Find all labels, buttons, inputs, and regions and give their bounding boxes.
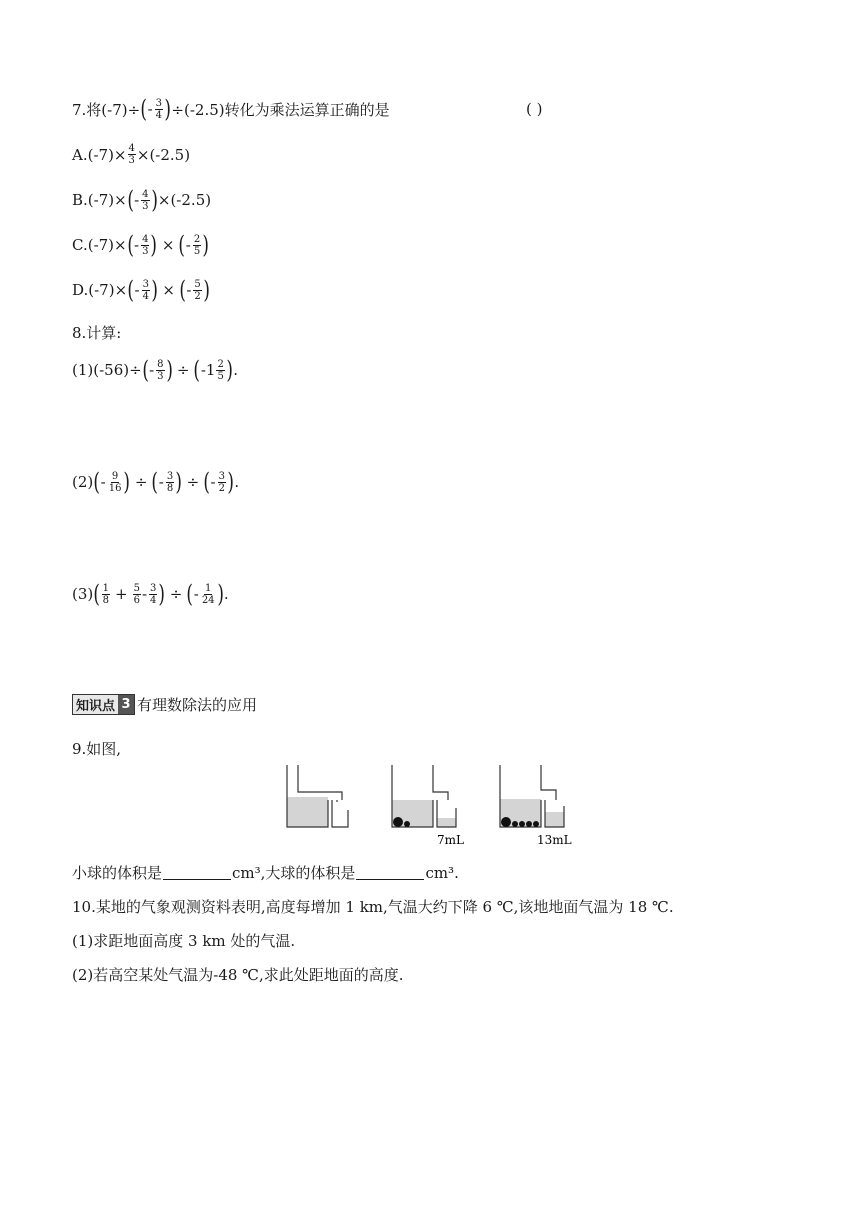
q7-fraction: $\frac{3}{4}$ bbox=[155, 97, 163, 121]
knowledge-point-badge: 知识点 3 bbox=[72, 694, 135, 715]
q7-prefix: 7.将(-7)÷ bbox=[72, 100, 141, 119]
q10-part-1: (1)求距地面高度 3 km 处的气温. bbox=[72, 932, 296, 950]
q7-stem: 7.将(-7)÷ ( - $\frac{3}{4}$ ) ÷(-2.5)转化为乘法运算正确的是 bbox=[72, 95, 390, 123]
q7-answer-paren: ( ) bbox=[526, 100, 543, 118]
q7-option-d: D.(-7)× ( - $\frac{3}{4}$ ) × ( - $\frac{5}{2}$ ) bbox=[72, 276, 210, 304]
label-7ml: 7mL bbox=[437, 833, 464, 847]
q8-title: 8.计算: bbox=[72, 324, 122, 342]
q8-part-3: (3) ( $\frac{1}{8}$ + $\frac{5}{6}$ - $\frac{3}{4}$ ) ÷ ( - $\frac{1}{24}$ ) . bbox=[72, 580, 229, 608]
q8-part-2: (2) ( - $\frac{9}{16}$ ) ÷ ( - $\frac{3}{8}$ ) ÷ ( - $\frac{3}{2}$ ) . bbox=[72, 468, 240, 496]
q10-stem: 10.某地的气象观测资料表明,高度每增加 1 km,气温大约下降 6 ℃,该地地面气温为 18 ℃. bbox=[72, 898, 674, 916]
q9-title: 9.如图, bbox=[72, 740, 122, 758]
section-header bbox=[72, 694, 257, 715]
q7-option-a: A.(-7)× $\frac{4}{3}$ ×(-2.5) bbox=[72, 143, 191, 166]
section-title: 有理数除法的应用 bbox=[137, 696, 258, 714]
q8-part-1: (1)(-56)÷ ( - $\frac{8}{3}$ ) ÷ ( -1 $\frac{2}{5}$ ) . bbox=[72, 356, 238, 384]
q7-option-c: C.(-7)× ( - $\frac{4}{3}$ ) × ( - $\frac{2}{5}$ ) bbox=[72, 231, 210, 259]
beaker-set-2 bbox=[392, 765, 456, 827]
beaker-set-1 bbox=[287, 765, 348, 827]
small-ball-volume-blank[interactable] bbox=[163, 865, 231, 880]
q7-suffix: ÷(-2.5)转化为乘法运算正确的是 bbox=[171, 100, 390, 119]
beaker-set-3 bbox=[500, 765, 564, 827]
q7-option-b: B.(-7)× ( - $\frac{4}{3}$ ) ×(-2.5) bbox=[72, 186, 212, 214]
q10-part-2: (2)若高空某处气温为-48 ℃,求此处距地面的高度. bbox=[72, 966, 404, 984]
beakers-figure bbox=[280, 762, 580, 850]
label-13ml: 13mL bbox=[537, 833, 572, 847]
q9-answer-line: 小球的体积是 cm³,大球的体积是 cm³. bbox=[72, 863, 459, 882]
large-ball-volume-blank[interactable] bbox=[356, 865, 424, 880]
